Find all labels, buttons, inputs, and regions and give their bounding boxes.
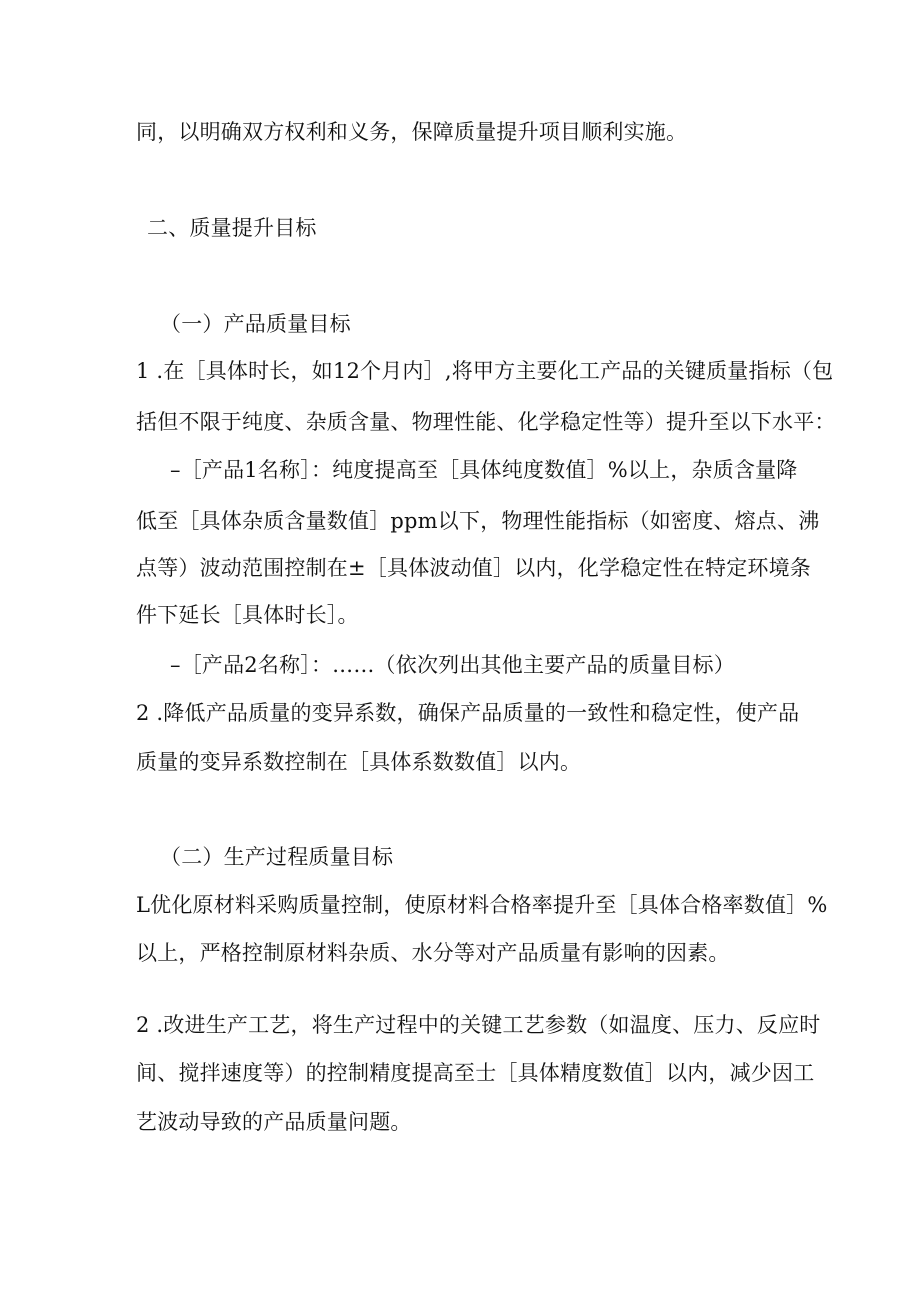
item1-line-1: 1 .在［具体时长，如12个月内］,将甲方主要化工产品的关键质量指标（包 <box>136 359 834 383</box>
item2-line-1: 2 .降低产品质量的变异系数，确保产品质量的一致性和稳定性，使产品 <box>136 701 800 725</box>
process-item1-line-1: L优化原材料采购质量控制，使原材料合格率提升至［具体合格率数值］% <box>136 893 828 917</box>
product2-line-1: –［产品2名称］：……（依次列出其他主要产品的质量目标） <box>170 653 735 677</box>
intro-line-1: 同，以明确双方权利和义务，保障质量提升项目顺利实施。 <box>136 120 688 144</box>
product1-line-3: 点等）波动范围控制在±［具体波动值］以内，化学稳定性在特定环境条 <box>136 556 811 580</box>
process-item1-line-2: 以上，严格控制原材料杂质、水分等对产品质量有影响的因素。 <box>136 941 730 965</box>
subsection-title-1: （一）产品质量目标 <box>160 312 351 336</box>
subsection-title-2: （二）生产过程质量目标 <box>160 845 394 869</box>
section-title: 二、质量提升目标 <box>147 216 317 240</box>
process-item2-line-1: 2 .改进生产工艺，将生产过程中的关键工艺参数（如温度、压力、反应时 <box>136 1013 821 1037</box>
item1-line-2: 括但不限于纯度、杂质含量、物理性能、化学稳定性等）提升至以下水平： <box>136 410 836 434</box>
product1-line-4: 件下延长［具体时长］。 <box>136 603 359 627</box>
product1-line-1: –［产品1名称］：纯度提高至［具体纯度数值］%以上，杂质含量降 <box>170 458 798 482</box>
product1-line-2: 低至［具体杂质含量数值］ppm以下，物理性能指标（如密度、熔点、沸 <box>136 509 820 533</box>
process-item2-line-3: 艺波动导致的产品质量问题。 <box>136 1110 412 1134</box>
item2-line-2: 质量的变异系数控制在［具体系数数值］以内。 <box>136 750 582 774</box>
process-item2-line-2: 间、搅拌速度等）的控制精度提高至士［具体精度数值］以内，减少因工 <box>136 1061 815 1085</box>
